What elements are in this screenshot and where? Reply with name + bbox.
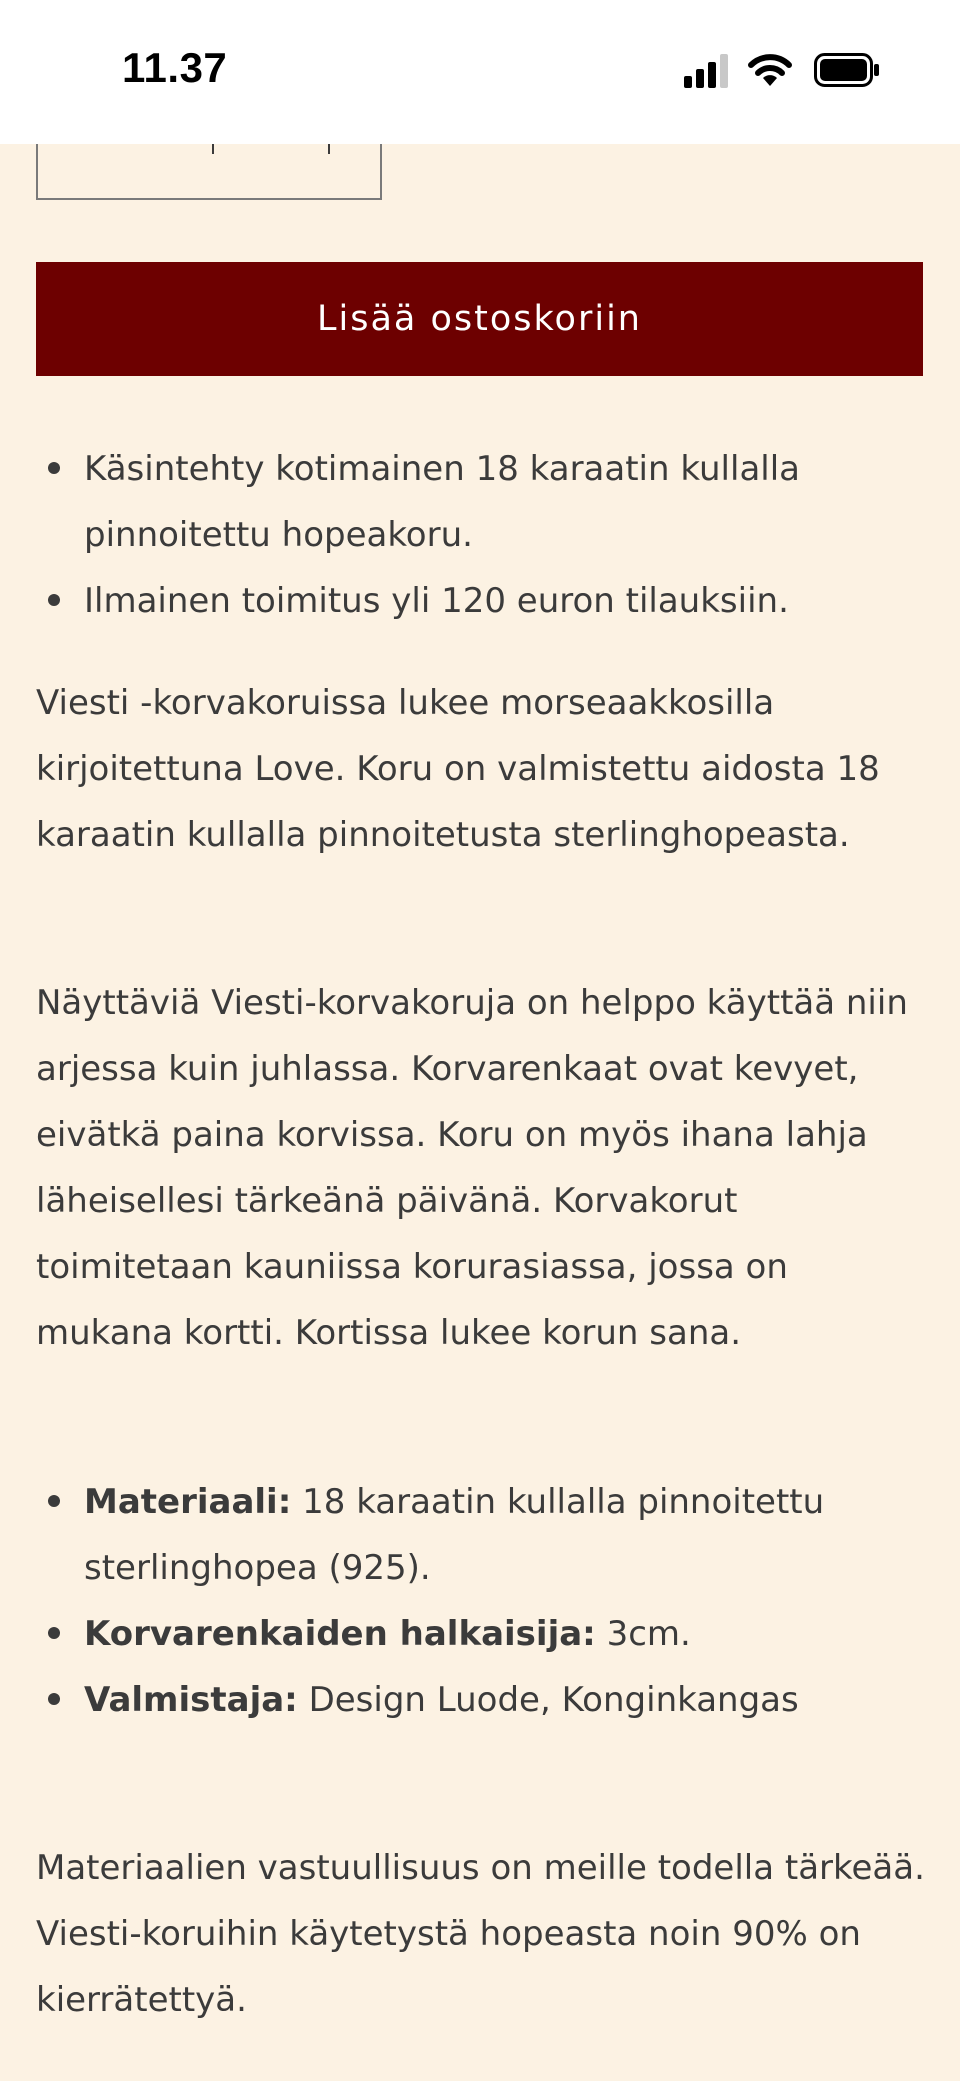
list-item: Ilmainen toimitus yli 120 euron tilauksiin. [84, 568, 926, 634]
description-paragraph: Näyttäviä Viesti-korvakoruja on helppo käyttää niin arjessa kuin juhlassa. Korvarenkaat ovat kevyet, eivätkä paina korvissa. Koru on myös ihana lahja läheisellesi tärkeänä päivänä. Korvakorut toimitetaan kauniissa korurasiassa, jossa on mukana kortti. Kortissa lukee korun sana. [36, 983, 908, 1353]
specs-list [36, 1469, 926, 1733]
spec-label: Valmistaja: [84, 1680, 298, 1720]
spec-item [84, 1667, 926, 1733]
spec-label: Korvarenkaiden halkaisija: [84, 1614, 596, 1654]
status-bar [0, 0, 960, 144]
spec-value: Design Luode, Konginkangas [297, 1680, 799, 1720]
list-item: Käsintehty kotimainen 18 karaatin kullalla pinnoitettu hopeakoru. [84, 436, 926, 568]
spec-value: 3cm. [595, 1614, 691, 1654]
spec-label: Materiaali: [84, 1482, 292, 1522]
signal-icon [684, 54, 732, 88]
add-to-cart-button[interactable]: Lisää ostoskoriin [36, 262, 923, 376]
spec-value: 18 karaatin kullalla pinnoitettu sterlinghopea (925). [84, 1482, 825, 1588]
spec-item [84, 1469, 926, 1601]
spec-item [84, 1601, 926, 1667]
highlights-list [36, 436, 926, 634]
wifi-icon [747, 52, 793, 88]
status-time: 11.37 [122, 44, 228, 91]
battery-icon [814, 53, 880, 87]
description-paragraph: Viesti -korvakoruissa lukee morseaakkosilla kirjoitettuna Love. Koru on valmistettu aidosta 18 karaatin kullalla pinnoitetusta sterlinghopeasta. [36, 683, 880, 855]
description-paragraph: Materiaalien vastuullisuus on meille todella tärkeää. Viesti-koruihin käytetystä hopeasta noin 90% on kierrätettyä. [36, 1848, 925, 2020]
